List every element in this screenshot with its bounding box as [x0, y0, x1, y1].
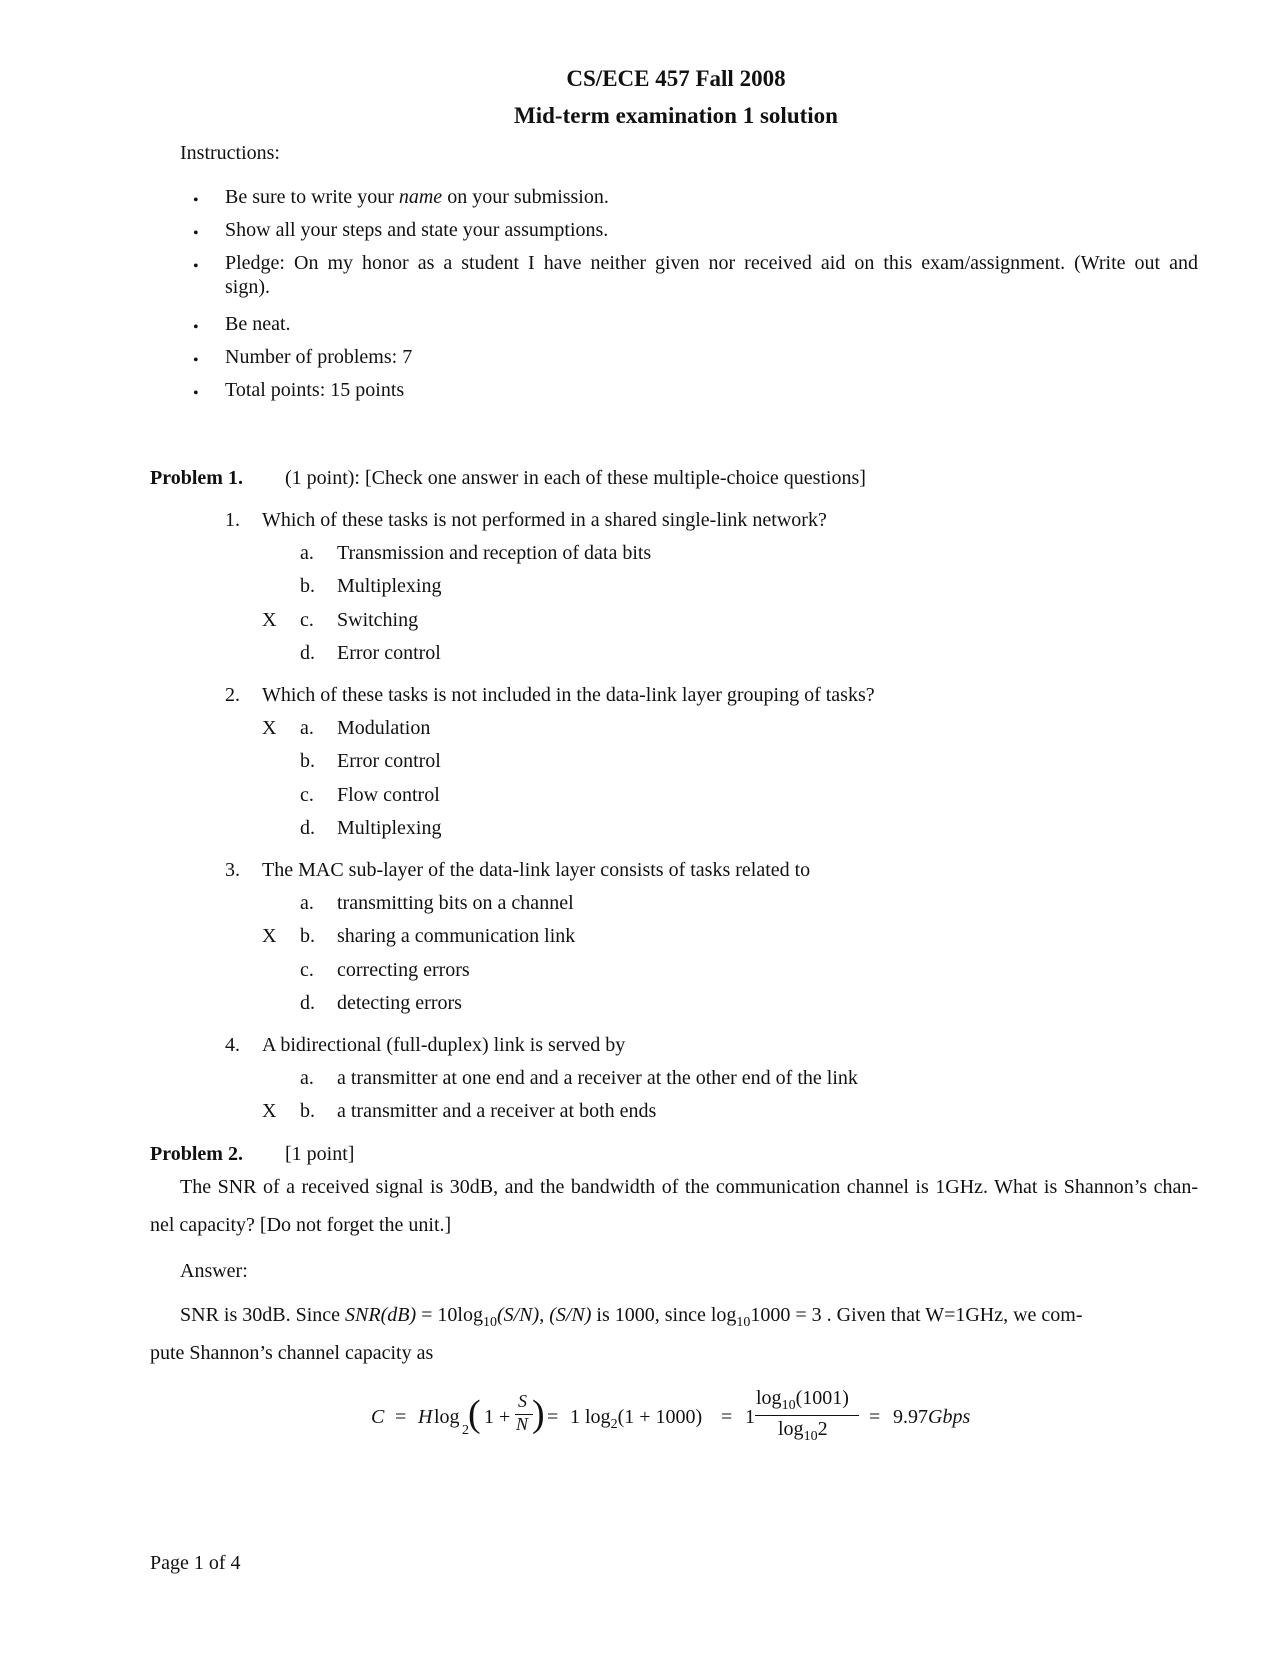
- bullet: •: [193, 258, 199, 275]
- formula-log-base: 2: [462, 1423, 469, 1438]
- formula-equals: =: [395, 1406, 407, 1428]
- option-text: Flow control: [337, 784, 440, 806]
- formula-numerator: $\log_{10}(1001)$: [756, 1387, 849, 1413]
- instruction-item: Show all your steps and state your assumptions.: [225, 219, 609, 241]
- option-letter: a.: [300, 717, 314, 739]
- instruction-item: Be sure to write your name on your submission.: [225, 186, 609, 208]
- question-text: The MAC sub-layer of the data-link layer consists of tasks related to: [262, 859, 811, 881]
- page-number: Page 1 of 4: [150, 1552, 241, 1574]
- option-text: Switching: [337, 609, 419, 631]
- question-text: A bidirectional (full-duplex) link is served by: [262, 1034, 626, 1056]
- answer-mark: X: [262, 717, 277, 739]
- question-number: 1.: [225, 509, 240, 531]
- formula-result: 9.97Gbps: [893, 1406, 971, 1428]
- option-text: Multiplexing: [337, 817, 442, 839]
- formula-one-plus: 1 +: [484, 1406, 511, 1428]
- option-letter: b.: [300, 575, 315, 597]
- exam-title: Mid-term examination 1 solution: [514, 103, 838, 128]
- formula-log: log: [434, 1406, 460, 1428]
- instruction-item-cont: sign).: [225, 276, 270, 298]
- option-letter: a.: [300, 1067, 314, 1089]
- formula-N: N: [516, 1414, 529, 1434]
- answer-text: SNR is 30dB. Since $SNR(dB) = 10\log_{10}(S/N)$, (S/N) is 1000, since $\log_{10}1000 = 3$ . Given that W=1GHz, we com-: [180, 1304, 1083, 1330]
- problem-2-question-cont: nel capacity? [Do not forget the unit.]: [150, 1214, 452, 1236]
- formula-equals: =: [547, 1406, 559, 1428]
- problem-2-label: Problem 2.: [150, 1143, 243, 1165]
- option-letter: c.: [300, 784, 314, 806]
- option-text: detecting errors: [337, 992, 462, 1014]
- option-letter: d.: [300, 817, 315, 839]
- option-text: a transmitter at one end and a receiver at the other end of the link: [337, 1067, 858, 1089]
- option-text: a transmitter and a receiver at both ends: [337, 1100, 657, 1122]
- option-letter: b.: [300, 925, 315, 947]
- question-number: 4.: [225, 1034, 240, 1056]
- option-text: transmitting bits on a channel: [337, 892, 574, 914]
- formula-right-paren: ): [532, 1393, 545, 1435]
- problem-2-question: The SNR of a received signal is 30dB, and the bandwidth of the communication channel is 1GHz. What is Shannon’s chan-: [180, 1176, 1198, 1198]
- option-text: correcting errors: [337, 959, 470, 981]
- answer-label: Answer:: [180, 1260, 248, 1282]
- bullet: •: [193, 192, 199, 209]
- problem-2-points: [1 point]: [285, 1143, 355, 1165]
- option-letter: c.: [300, 609, 314, 631]
- instruction-item: Number of problems: 7: [225, 346, 413, 368]
- fraction-bar: [755, 1415, 859, 1416]
- option-text: Error control: [337, 642, 441, 664]
- bullet: •: [193, 319, 199, 336]
- answer-text-cont: pute Shannon’s channel capacity as: [150, 1342, 434, 1364]
- formula-one: 1: [745, 1406, 755, 1428]
- option-text: Transmission and reception of data bits: [337, 542, 652, 564]
- option-letter: d.: [300, 642, 315, 664]
- option-letter: b.: [300, 750, 315, 772]
- question-text: Which of these tasks is not included in the data-link layer grouping of tasks?: [262, 684, 875, 706]
- formula-denominator: $\log_{10}2$: [778, 1418, 828, 1444]
- problem-1-label: Problem 1.: [150, 467, 243, 489]
- formula-left-paren: (: [468, 1393, 481, 1435]
- bullet: •: [193, 352, 199, 369]
- option-letter: b.: [300, 1100, 315, 1122]
- option-text: Error control: [337, 750, 441, 772]
- option-letter: d.: [300, 992, 315, 1014]
- option-letter: a.: [300, 542, 314, 564]
- question-text: Which of these tasks is not performed in a shared single-link network?: [262, 509, 827, 531]
- formula-S: S: [518, 1391, 527, 1411]
- answer-mark: X: [262, 1100, 277, 1122]
- question-number: 2.: [225, 684, 240, 706]
- answer-mark: X: [262, 609, 277, 631]
- formula-H: H: [418, 1406, 433, 1428]
- bullet: •: [193, 385, 199, 402]
- formula-mid: 1 $\log_2(1 + 1000)$: [570, 1406, 703, 1432]
- instruction-item: Be neat.: [225, 313, 291, 335]
- formula-equals: =: [869, 1406, 881, 1428]
- formula-equals: =: [721, 1406, 733, 1428]
- instruction-item: Total points: 15 points: [225, 379, 405, 401]
- option-letter: c.: [300, 959, 314, 981]
- option-text: sharing a communication link: [337, 925, 576, 947]
- instructions-label: Instructions:: [180, 142, 280, 164]
- bullet: •: [193, 225, 199, 242]
- formula-C: C: [371, 1406, 385, 1428]
- answer-mark: X: [262, 925, 277, 947]
- question-number: 3.: [225, 859, 240, 881]
- problem-1-points: (1 point): [Check one answer in each of these multiple-choice questions]: [285, 467, 866, 489]
- course-title: CS/ECE 457 Fall 2008: [566, 66, 786, 91]
- option-text: Modulation: [337, 717, 431, 739]
- option-letter: a.: [300, 892, 314, 914]
- instruction-item: Pledge: On my honor as a student I have neither given nor received aid on this exam/assignment. (Write out and: [225, 252, 1198, 274]
- option-text: Multiplexing: [337, 575, 442, 597]
